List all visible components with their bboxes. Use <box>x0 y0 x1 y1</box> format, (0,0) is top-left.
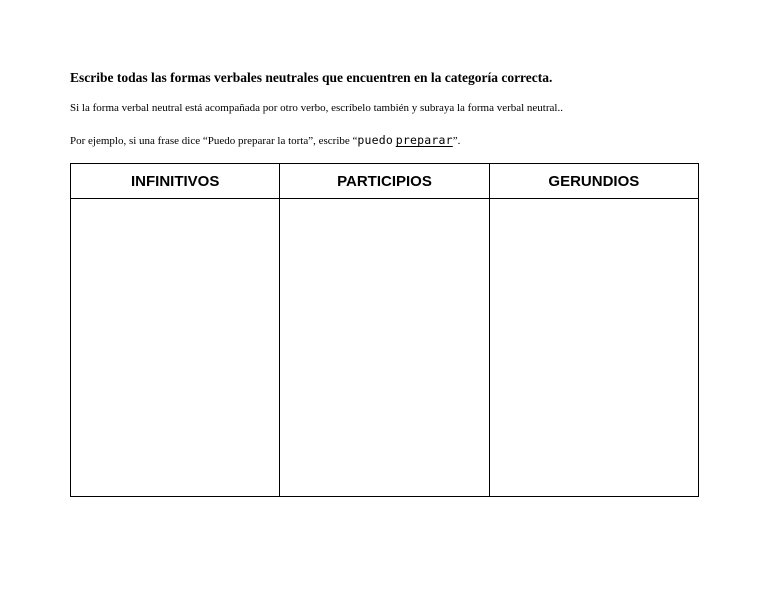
table-answer-row <box>71 199 699 497</box>
handwritten-underlined-word: preparar <box>395 133 453 147</box>
table-header-row <box>71 164 699 199</box>
answer-cell-gerundios[interactable] <box>489 199 698 497</box>
answer-cell-participios[interactable] <box>280 199 489 497</box>
handwritten-word: puedo <box>357 133 394 147</box>
example-suffix: ”. <box>452 135 461 147</box>
worksheet-title: Escribe todas las formas verbales neutrales que encuentren en la categoría correcta. <box>70 70 553 85</box>
answer-cell-infinitivos[interactable] <box>71 199 280 497</box>
instruction-text: Si la forma verbal neutral está acompañada por otro verbo, escríbelo también y subraya la forma verbal neutral.. <box>70 102 563 114</box>
header-gerundios: GERUNDIOS <box>489 164 698 199</box>
verb-category-table <box>70 163 699 497</box>
header-participios: PARTICIPIOS <box>280 164 489 199</box>
example-prefix: Por ejemplo, si una frase dice “Puedo preparar la torta”, escribe “ <box>70 135 358 147</box>
example-text <box>70 133 460 147</box>
header-infinitivos: INFINITIVOS <box>71 164 280 199</box>
